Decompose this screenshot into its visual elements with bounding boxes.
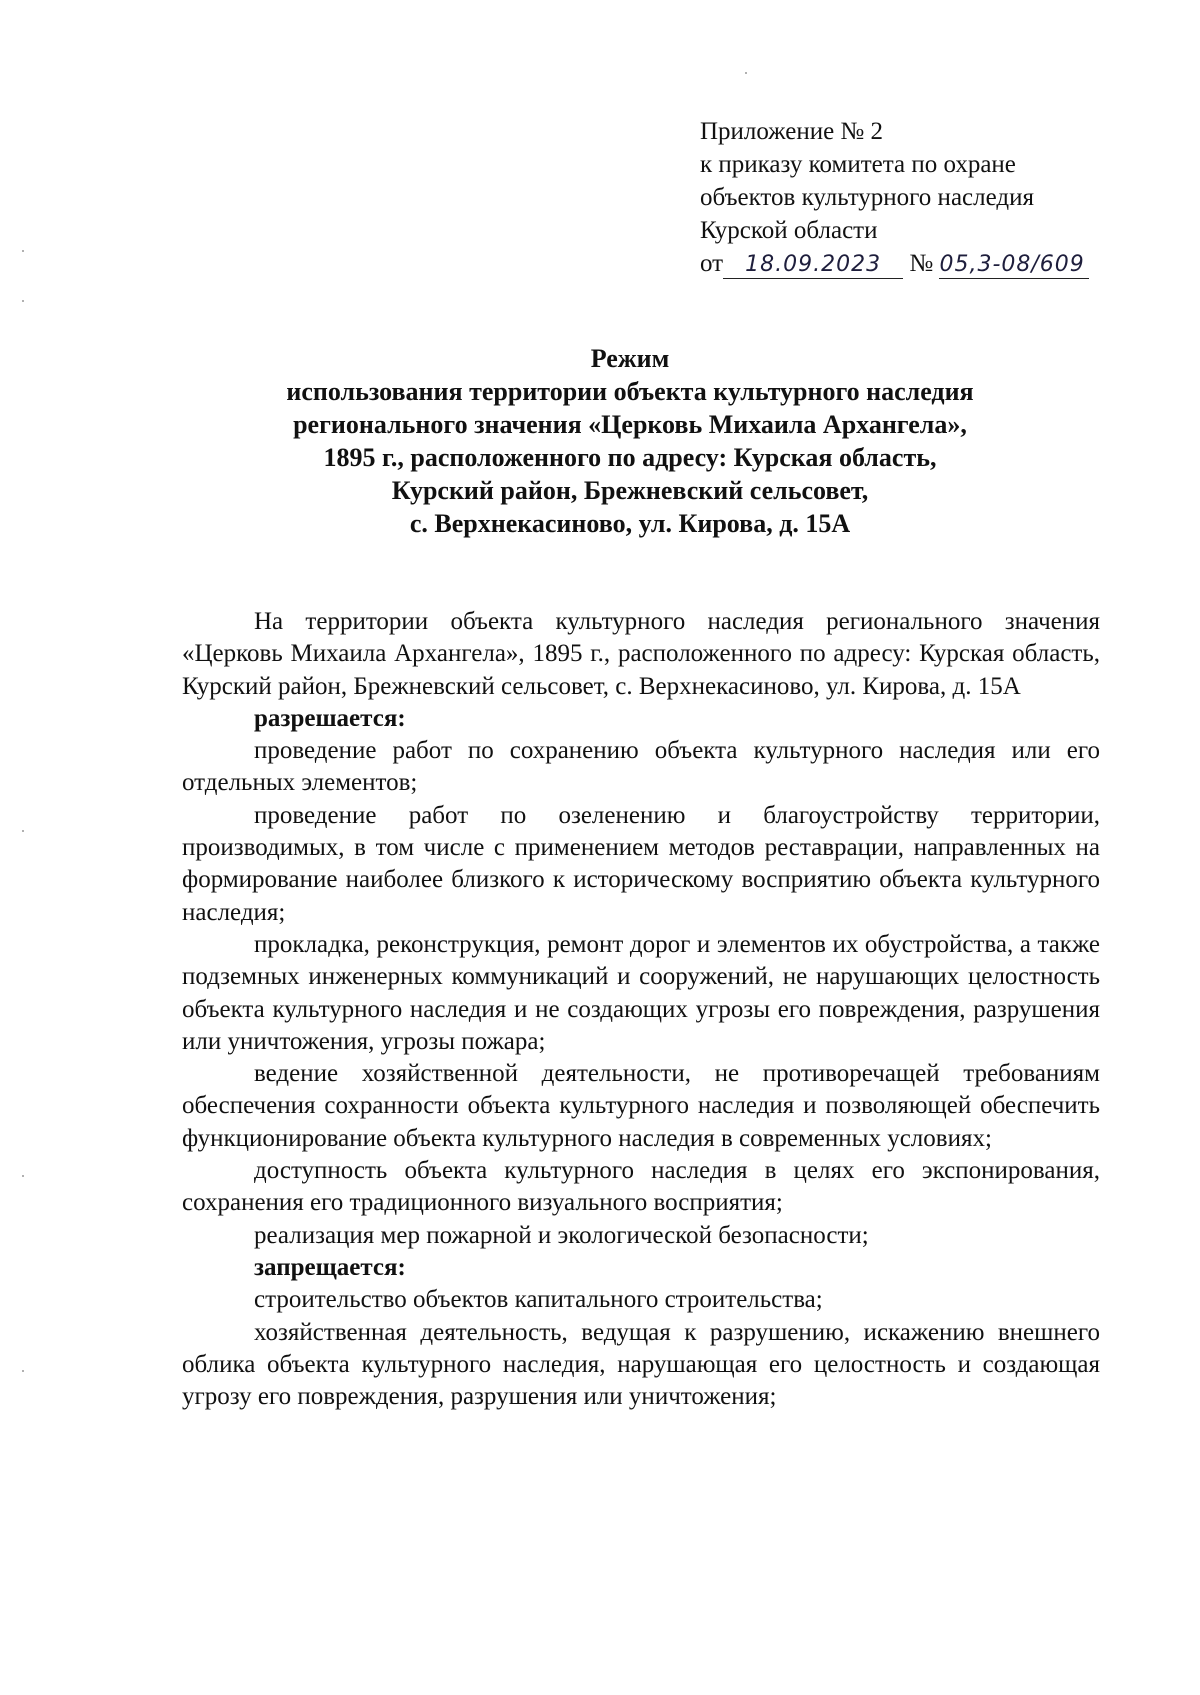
order-reference-line2: объектов культурного наследия [700,184,1034,211]
scan-speck [745,72,747,74]
order-reference-line1: к приказу комитета по охране [700,151,1016,178]
order-date-number-line [700,247,1170,280]
document-body [182,606,1100,1413]
appendix-number: Приложение № 2 [700,118,884,145]
number-sign: № [909,250,934,277]
title-line-2: использования территории объекта культурного наследия [286,377,974,406]
title-line-3: регионального значения «Церковь Михаила Архангела», [293,410,967,439]
date-prefix: от [700,250,724,277]
allowed-item: проведение работ по сохранению объекта культурного наследия или его отдельных элементов; [182,737,1100,797]
scan-speck [22,250,24,252]
allowed-item: реализация мер пожарной и экологической безопасности; [254,1221,869,1249]
scan-speck [22,1370,24,1372]
title-line-1: Режим [590,344,670,373]
scan-speck [22,300,24,302]
scan-speck [22,830,24,832]
title-line-6: с. Верхнекасиново, ул. Кирова, д. 15А [409,509,851,538]
allowed-item: проведение работ по озеленению и благоустройству территории, производимых, в том числе с применением методов реставрации, направленных на формирование наиболее близкого к историческому восприятию объекта культурного наследия; [182,801,1100,926]
intro-paragraph: На территории объекта культурного наследия регионального значения «Церковь Михаила Архангела», 1895 г., расположенного по адресу: Курская область, Курский район, Брежневский сельсовет, с. Верхнекасиново, ул. Кирова, д. 15А [182,608,1100,700]
forbidden-heading: запрещается: [254,1253,406,1281]
title-line-5: Курский район, Брежневский сельсовет, [391,476,869,505]
handwritten-number: 05,3-08/609 [939,252,1085,277]
forbidden-item: хозяйственная деятельность, ведущая к разрушению, искажению внешнего облика объекта культурного наследия, нарушающая его целостность и создающая угрозу его повреждения, разрушения или уничтожения; [182,1318,1100,1411]
allowed-heading: разрешается: [254,704,406,732]
allowed-item: ведение хозяйственной деятельности, не противоречащей требованиям обеспечения сохранности объекта культурного наследия и позволяющей обеспечить функционирование объекта культурного наследия в современных условиях; [182,1060,1100,1152]
handwritten-date: 18.09.2023 [745,252,882,277]
number-field [939,250,1089,279]
scan-speck [22,1175,24,1177]
title-line-4: 1895 г., расположенного по адресу: Курская область, [323,443,937,472]
date-field [723,250,903,279]
forbidden-item: строительство объектов капитального строительства; [254,1286,823,1314]
appendix-header [700,115,1170,280]
allowed-item: прокладка, реконструкция, ремонт дорог и элементов их обустройства, а также подземных инженерных коммуникаций и сооружений, не нарушающих целостность объекта культурного наследия и не создающих угрозы его повреждения, разрушения или уничтожения, угрозы пожара; [182,930,1100,1055]
order-reference-line3: Курской области [700,217,878,244]
document-title [150,342,1110,540]
allowed-item: доступность объекта культурного наследия в целях его экспонирования, сохранения его традиционного визуального восприятия; [182,1157,1100,1217]
